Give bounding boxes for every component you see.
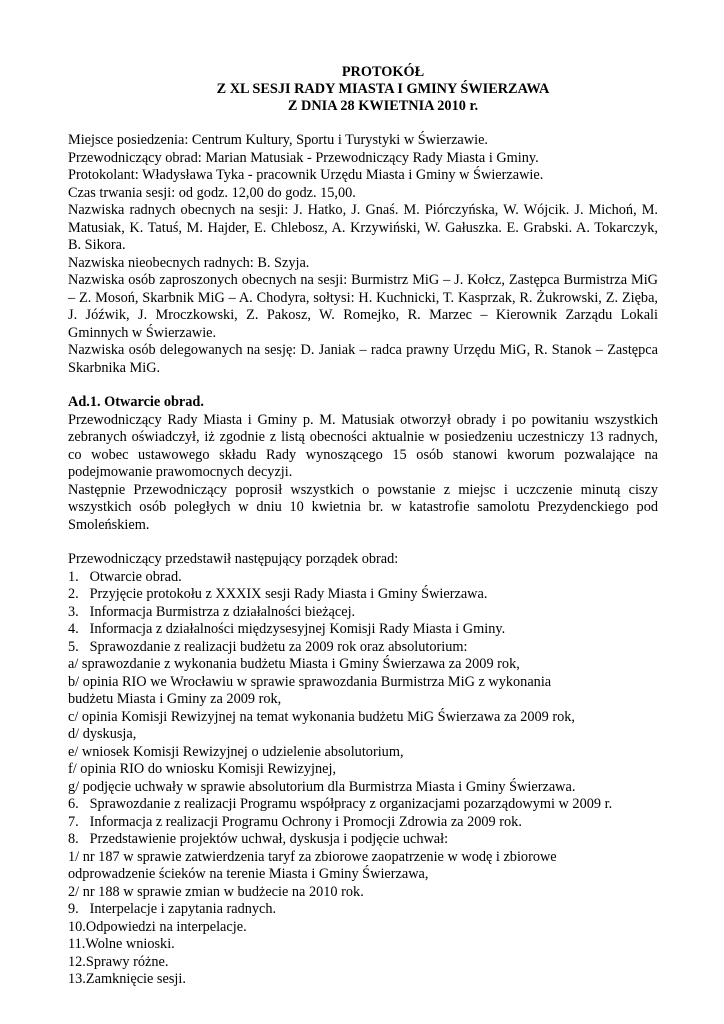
delegated-persons: Nazwiska osób delegowanych na sesję: D. Janiak – radca prawny Urzędu MiG, R. Stanok – Zastępca Skarbnika MiG. (68, 342, 658, 376)
protocol-document (68, 64, 658, 989)
agenda (68, 551, 658, 989)
section-heading: Ad.1. Otwarcie obrad. (68, 394, 204, 410)
agenda-subitem: g/ podjęcie uchwały w sprawie absolutorium dla Burmistrza Miasta i Gminy Świerzawa. (68, 778, 576, 795)
title-line-2: Z XL SESJI RADY MIASTA I GMINY ŚWIERZAWA (216, 81, 550, 97)
agenda-item: 7. Informacja z realizacji Programu Ochrony i Promocji Zdrowia za 2009 rok. (68, 813, 522, 830)
session-info (68, 132, 658, 377)
agenda-subitem: f/ opinia RIO do wniosku Komisji Rewizyjnej, (68, 761, 337, 777)
agenda-subitem: c/ opinia Komisji Rewizyjnej na temat wykonania budżetu MiG Świerzawa za 2009 rok, (68, 708, 576, 725)
agenda-subitem: d/ dyskusja, (68, 726, 137, 742)
agenda-item: 2. Przyjęcie protokołu z XXXIX sesji Rady Miasta i Gminy Świerzawa. (68, 586, 488, 602)
recorder: Protokolant: Władysława Tyka - pracownik Urzędu Miasta i Gminy w Świerzawie. (68, 167, 544, 183)
agenda-item: 8. Przedstawienie projektów uchwał, dyskusja i podjęcie uchwał: (68, 831, 449, 847)
opening-paragraph: Przewodniczący Rady Miasta i Gminy p. M. Matusiak otworzył obrady i po powitaniu wszystkich zebranych oświadczył, iż zgodnie z listą obecności aktualnie w posiedzeniu uczestniczy 13 radnych, co wobec ustawowego składu Rady wynoszącego 15 osób stanowi kworum pozwalające na podejmowanie prawomocnych decyzji. (68, 411, 658, 480)
invited-guests: Nazwiska osób zaproszonych obecnych na sesji: Burmistrz MiG – J. Kołcz, Zastępca Burmistrza MiG – Z. Mosoń, Skarbnik MiG – A. Chodyra, sołtysi: H. Kuchnicki, T. Kasprzak, R. Żukrowski, Z. Zięba, J. Jóźwik, J. Mroczkowski, Z. Pakosz, W. Romejko, R. Marzec – Kierownik Zarządu Lokali Gminnych w Świerzawie. (68, 272, 658, 341)
agenda-item: 9. Interpelacje i zapytania radnych. (68, 901, 277, 917)
agenda-item: 5. Sprawozdanie z realizacji budżetu za 2009 rok oraz absolutorium: (68, 638, 468, 655)
agenda-item: 13.Zamknięcie sesji. (68, 971, 186, 987)
agenda-item: 12.Sprawy różne. (68, 953, 169, 970)
absent-councillors: Nazwiska nieobecnych radnych: B. Szyja. (68, 254, 310, 271)
agenda-item: 3. Informacja Burmistrza z działalności bieżącej. (68, 603, 356, 620)
section-opening (68, 394, 658, 534)
minute-of-silence-paragraph: Następnie Przewodniczący poprosił wszystkich o powstanie z miejsc i uczczenie minutą ciszy wszystkich osób poległych w dniu 10 kwietnia br. w katastrofie samolotu Prezydenckiego pod Smoleńskiem. (68, 481, 658, 533)
agenda-subitem: 2/ nr 188 w sprawie zmian w budżecie na 2010 rok. (68, 883, 364, 900)
agenda-item: 10.Odpowiedzi na interpelacje. (68, 918, 247, 935)
agenda-intro: Przewodniczący przedstawił następujący porządek obrad: (68, 551, 399, 567)
title-line-1: PROTOKÓŁ (341, 64, 425, 80)
agenda-item: 6. Sprawozdanie z realizacji Programu współpracy z organizacjami pozarządowymi w 2009 r. (68, 796, 613, 812)
agenda-subitem: b/ opinia RIO we Wrocławiu w sprawie sprawozdania Burmistrza MiG z wykonania (68, 673, 552, 690)
agenda-subitem: a/ sprawozdanie z wykonania budżetu Miasta i Gminy Świerzawa za 2009 rok, (68, 656, 520, 672)
present-councillors: Nazwiska radnych obecnych na sesji: J. Hatko, J. Gnaś. M. Piórczyńska, W. Wójcik. J. Michoń, M. Matusiak, K. Tatuś, M. Hajder, E. Chlebosz, A. Krzywiński, W. Gałuszka. E. Grabski. A. Tokarczyk, B. Sikora. (68, 202, 658, 253)
agenda-item: 11.Wolne wnioski. (68, 936, 175, 952)
agenda-subitem-continuation: budżetu Miasta i Gminy za 2009 rok, (68, 691, 282, 707)
title-line-3: Z DNIA 28 KWIETNIA 2010 r. (287, 98, 479, 114)
session-duration: Czas trwania sesji: od godz. 12,00 do godz. 15,00. (68, 184, 356, 201)
agenda-item: 1. Otwarcie obrad. (68, 568, 182, 585)
session-chair: Przewodniczący obrad: Marian Matusiak - Przewodniczący Rady Miasta i Gminy. (68, 149, 539, 166)
agenda-list (68, 569, 658, 989)
agenda-subitem-continuation: odprowadzenie ścieków na terenie Miasta i Gminy Świerzawa, (68, 866, 429, 882)
agenda-subitem: 1/ nr 187 w sprawie zatwierdzenia taryf za zbiorowe zaopatrzenie w wodę i zbiorowe (68, 848, 557, 865)
meeting-place: Miejsce posiedzenia: Centrum Kultury, Sportu i Turystyki w Świerzawie. (68, 132, 488, 148)
document-title (108, 64, 658, 115)
agenda-item: 4. Informacja z działalności międzysesyjnej Komisji Rady Miasta i Gminy. (68, 621, 506, 637)
agenda-subitem: e/ wniosek Komisji Rewizyjnej o udzielenie absolutorium, (68, 743, 404, 760)
